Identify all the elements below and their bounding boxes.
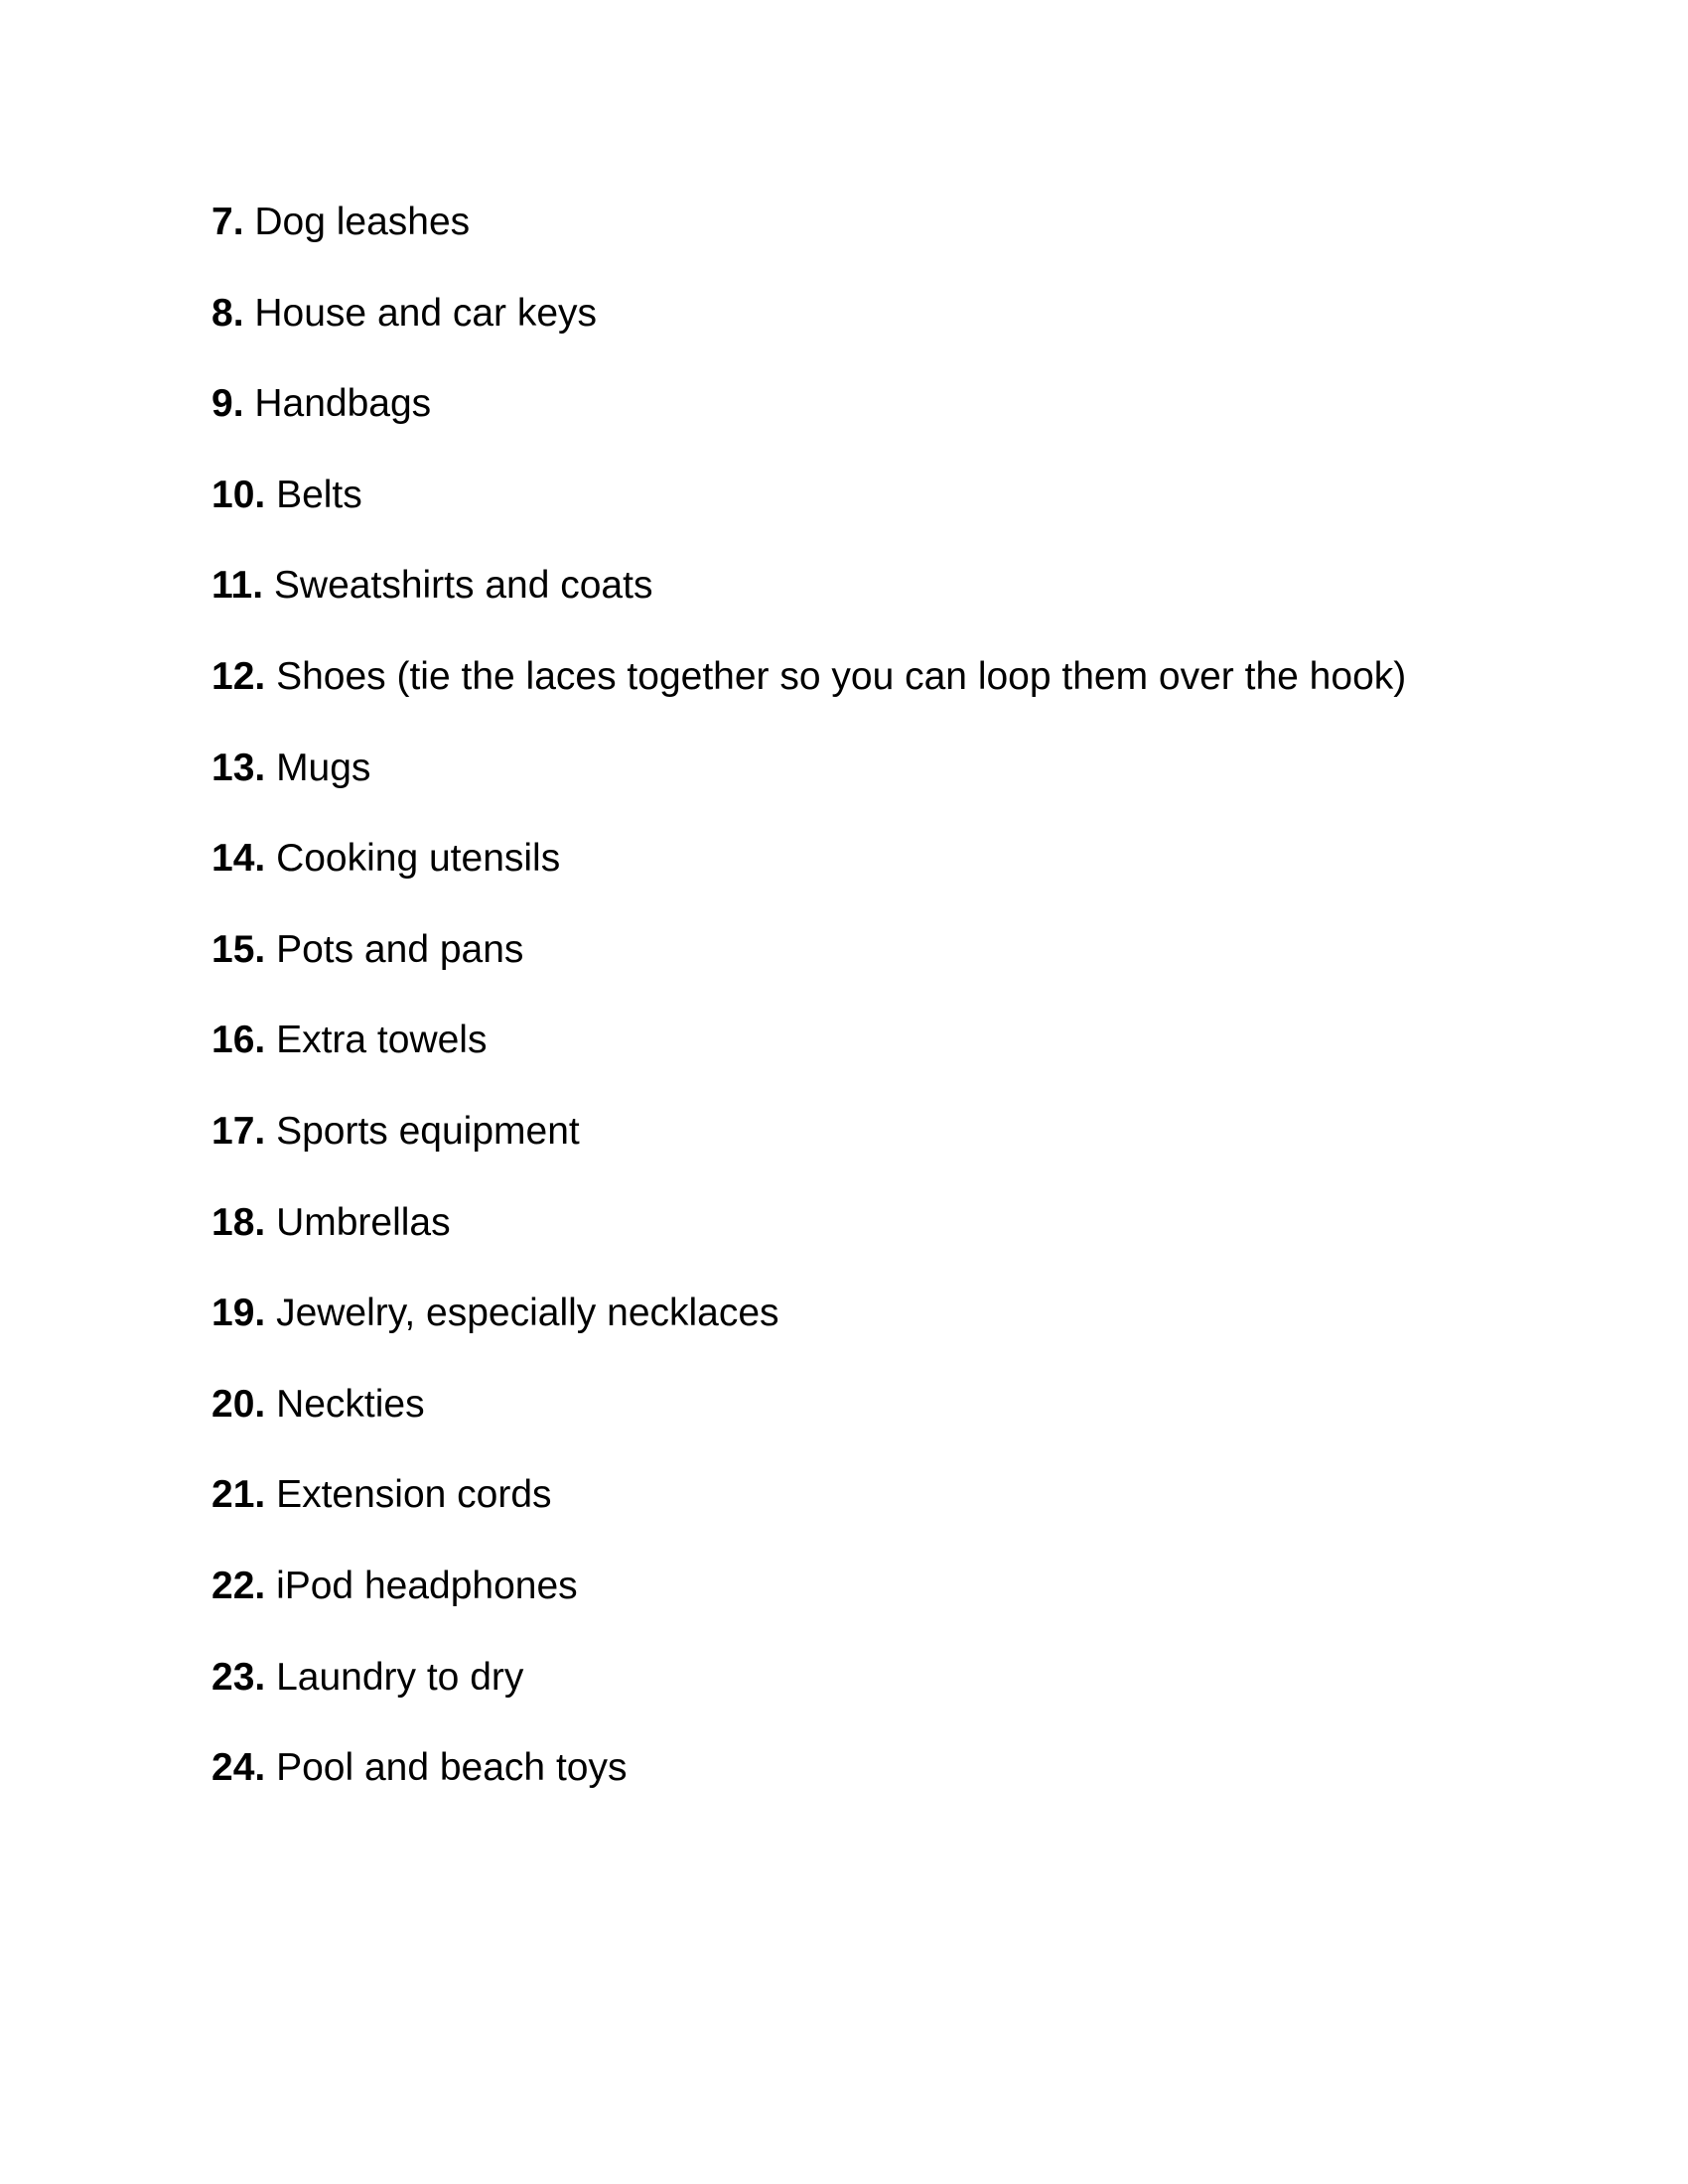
list-item	[211, 1562, 1475, 1610]
list-item	[211, 198, 1475, 246]
item-text: iPod headphones	[276, 1564, 578, 1607]
item-number: 7.	[211, 201, 244, 243]
list-item	[211, 925, 1475, 974]
item-text: House and car keys	[254, 291, 598, 335]
list-item	[211, 471, 1475, 519]
list-item	[211, 379, 1475, 428]
item-number: 16.	[211, 1019, 266, 1062]
item-number: 23.	[211, 1655, 266, 1699]
item-number: 15.	[211, 927, 266, 971]
list-item	[211, 1380, 1475, 1429]
list-item	[211, 652, 1475, 701]
item-number: 19.	[211, 1292, 266, 1335]
item-text: Extension cords	[276, 1473, 552, 1517]
item-number: 11.	[211, 564, 264, 608]
item-number: 24.	[211, 1746, 266, 1790]
item-text: Sports equipment	[276, 1109, 580, 1153]
item-text: Laundry to dry	[276, 1655, 524, 1699]
item-number: 20.	[211, 1382, 266, 1426]
item-number: 9.	[211, 382, 244, 426]
item-text: Neckties	[276, 1382, 425, 1426]
item-text: Pots and pans	[276, 927, 524, 971]
item-text: Mugs	[276, 746, 371, 789]
numbered-list	[211, 198, 1475, 1835]
item-text: Pool and beach toys	[276, 1746, 628, 1790]
list-item	[211, 1653, 1475, 1702]
item-text: Umbrellas	[276, 1200, 451, 1244]
item-text: Cooking utensils	[276, 837, 561, 881]
list-item	[211, 561, 1475, 610]
item-text: Jewelry, especially necklaces	[276, 1292, 779, 1335]
list-item	[211, 1198, 1475, 1247]
list-item	[211, 834, 1475, 883]
list-item	[211, 1470, 1475, 1519]
list-item	[211, 1743, 1475, 1792]
item-text: Sweatshirts and coats	[273, 564, 653, 608]
item-text: Dog leashes	[254, 201, 471, 243]
item-text: Belts	[276, 473, 362, 516]
list-item	[211, 1016, 1475, 1064]
list-item	[211, 289, 1475, 338]
item-number: 8.	[211, 291, 244, 335]
item-number: 14.	[211, 837, 266, 881]
item-number: 22.	[211, 1564, 266, 1607]
list-item	[211, 1289, 1475, 1337]
item-number: 17.	[211, 1109, 266, 1153]
item-text: Handbags	[254, 382, 432, 426]
list-item	[211, 744, 1475, 792]
list-item	[211, 1107, 1475, 1156]
item-text: Shoes (tie the laces together so you can loop them over the hook)	[276, 654, 1407, 698]
item-text: Extra towels	[276, 1019, 488, 1062]
item-number: 13.	[211, 746, 266, 789]
item-number: 10.	[211, 473, 266, 516]
item-number: 12.	[211, 654, 266, 698]
item-number: 21.	[211, 1473, 266, 1517]
item-number: 18.	[211, 1200, 266, 1244]
